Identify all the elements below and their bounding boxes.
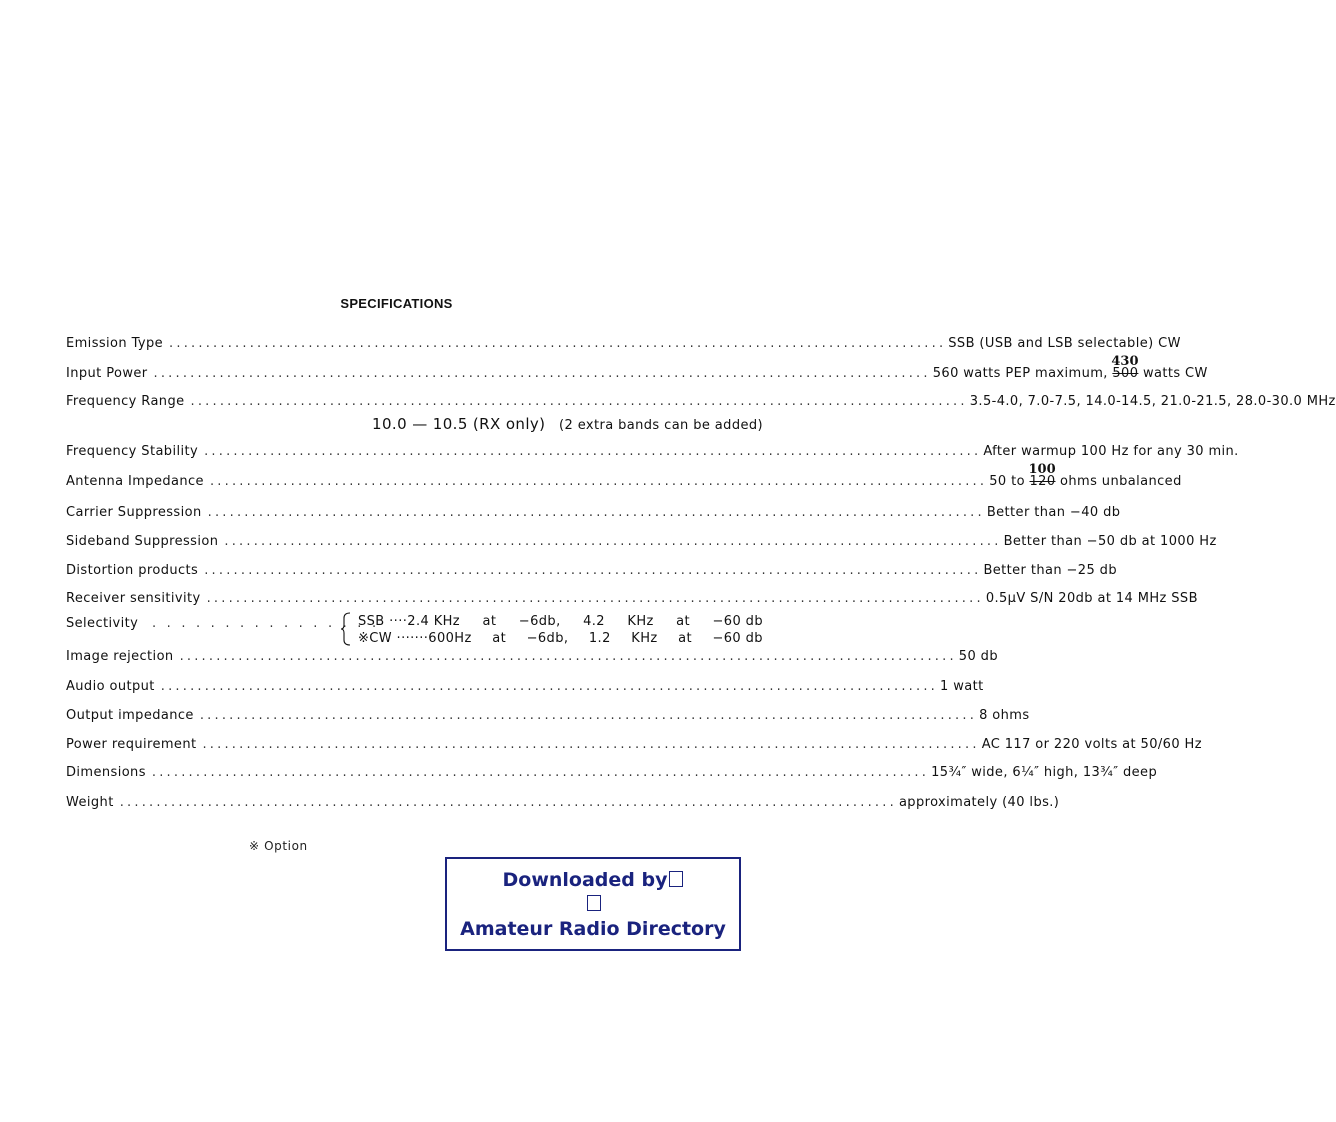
spec-row-dimensions xyxy=(66,761,1158,781)
leader-dots: .......................................................................................................... xyxy=(202,737,980,752)
spec-value-suffix: ohms unbalanced xyxy=(1060,474,1182,489)
spec-value: After warmup 100 Hz for any 30 min. xyxy=(983,444,1239,459)
handwritten-correction: 100 xyxy=(1028,462,1056,477)
spec-value-prefix: 560 watts PEP maximum, xyxy=(932,366,1108,381)
spec-value: Better than −25 db xyxy=(983,563,1117,578)
sel-part: at xyxy=(678,631,692,646)
missing-glyph-box xyxy=(669,871,683,887)
corrected-value xyxy=(1111,354,1139,382)
sel-part: at xyxy=(482,614,497,629)
sel-part: 4.2 xyxy=(583,614,605,629)
download-line-2 xyxy=(447,893,739,915)
option-footnote: ※ Option xyxy=(249,839,308,853)
spec-row-frequency-range xyxy=(66,390,1336,410)
spec-value: SSB (USB and LSB selectable) CW xyxy=(948,336,1181,351)
download-line-1 xyxy=(447,869,739,891)
leader-dots: .......................................................................................................... xyxy=(204,444,982,459)
leader-dots: .......................................................................................................... xyxy=(199,708,978,723)
sel-part: −60 db xyxy=(712,614,763,629)
leader-dots: .......................................................................................................... xyxy=(207,505,985,520)
spec-label: Dimensions xyxy=(66,765,146,780)
sel-part: −60 db xyxy=(712,631,763,646)
spec-label: Power requirement xyxy=(66,737,197,752)
spec-value: Better than −50 db at 1000 Hz xyxy=(1003,534,1217,549)
spec-row-image-rejection xyxy=(66,645,998,665)
spec-value: 50 db xyxy=(958,649,998,664)
handwritten-correction: 430 xyxy=(1111,354,1139,369)
sel-part: SSB ····2.4 KHz xyxy=(358,614,461,629)
leader-dots: .......................................................................................................... xyxy=(209,474,988,489)
spec-row-power-requirement xyxy=(66,733,1202,753)
missing-glyph-box xyxy=(587,895,601,911)
sel-part: 1.2 xyxy=(588,631,611,646)
sel-part: −6db, xyxy=(518,614,561,629)
leader-dots: .......................................................................................................... xyxy=(160,679,938,694)
spec-row-emission-type xyxy=(66,332,1181,352)
spec-label: Emission Type xyxy=(66,336,164,351)
spec-label: Receiver sensitivity xyxy=(66,591,201,606)
sel-part: KHz xyxy=(631,631,658,646)
leader-dots: .......................................................................................................... xyxy=(179,649,957,664)
spec-row-distortion-products xyxy=(66,559,1117,579)
spec-row-output-impedance xyxy=(66,704,1030,724)
leader-dots: .......................................................................................................... xyxy=(204,563,982,578)
sel-part: ※CW ·······600Hz xyxy=(358,631,472,646)
selectivity-cw-line xyxy=(358,631,763,646)
sel-part: at xyxy=(676,614,691,629)
leader-dots: .......................................................................................................... xyxy=(224,534,1002,549)
sel-part: KHz xyxy=(627,614,654,629)
spec-row-input-power xyxy=(66,354,1208,382)
leader-dots: . . . . . . . . . . . . . . . . xyxy=(152,616,380,631)
brace-symbol xyxy=(340,612,352,646)
spec-value xyxy=(932,354,1208,382)
spec-value: 8 ohms xyxy=(979,708,1030,723)
page-title: SPECIFICATIONS xyxy=(340,296,453,311)
spec-label: Input Power xyxy=(66,366,148,381)
leader-dots: .......................................................................................................... xyxy=(169,336,947,351)
spec-label: Frequency Stability xyxy=(66,444,199,459)
spec-label: Carrier Suppression xyxy=(66,505,202,520)
spec-label: Weight xyxy=(66,795,114,810)
spec-label: Audio output xyxy=(66,679,155,694)
leader-dots: .......................................................................................................... xyxy=(153,366,931,381)
spec-label: Frequency Range xyxy=(66,394,185,409)
spec-value xyxy=(989,462,1182,490)
sel-part: −6db, xyxy=(526,631,569,646)
download-source-name: Amateur Radio Directory xyxy=(460,918,726,940)
spec-value: 0.5μV S/N 20db at 14 MHz SSB xyxy=(985,591,1198,606)
spec-row-antenna-impedance xyxy=(66,462,1182,490)
leader-dots: .......................................................................................................... xyxy=(190,394,968,409)
spec-value: 1 watt xyxy=(940,679,984,694)
spec-value: AC 117 or 220 volts at 50/60 Hz xyxy=(981,737,1202,752)
spec-row-sideband-suppression xyxy=(66,530,1217,550)
download-label: Downloaded by xyxy=(502,869,668,891)
spec-row-audio-output xyxy=(66,675,984,695)
struck-value: 120 xyxy=(1029,474,1056,489)
spec-label: Sideband Suppression xyxy=(66,534,219,549)
extra-band-value: 10.0 — 10.5 (RX only) xyxy=(372,415,546,433)
spec-value: Better than −40 db xyxy=(986,505,1121,520)
spec-label: Distortion products xyxy=(66,563,199,578)
leader-dots: .......................................................................................................... xyxy=(206,591,984,606)
struck-value: 500 xyxy=(1112,366,1139,381)
spec-value-prefix: 50 to xyxy=(989,474,1025,489)
spec-value: 3.5-4.0, 7.0-7.5, 14.0-14.5, 21.0-21.5, 28.0-30.0 MHz xyxy=(969,394,1336,409)
download-attribution-box xyxy=(445,857,741,951)
selectivity-ssb-line xyxy=(358,614,763,629)
spec-row-weight xyxy=(66,791,1060,811)
spec-row-carrier-suppression xyxy=(66,501,1121,521)
spec-value-suffix: watts CW xyxy=(1142,366,1208,381)
spec-label: Antenna Impedance xyxy=(66,474,204,489)
corrected-value xyxy=(1028,462,1056,490)
spec-label-selectivity: Selectivity xyxy=(66,616,139,631)
spec-row-frequency-stability xyxy=(66,440,1239,460)
spec-label: Output impedance xyxy=(66,708,194,723)
spec-value: approximately (40 lbs.) xyxy=(898,795,1060,810)
leader-dots: .......................................................................................................... xyxy=(151,765,930,780)
leader-dots: .......................................................................................................... xyxy=(119,795,897,810)
sel-part: at xyxy=(492,631,507,646)
frequency-range-continuation xyxy=(372,415,763,433)
spec-value: 15¾″ wide, 6¼″ high, 13¾″ deep xyxy=(931,765,1158,780)
extra-band-note: (2 extra bands can be added) xyxy=(559,418,763,433)
spec-label: Image rejection xyxy=(66,649,174,664)
spec-row-receiver-sensitivity xyxy=(66,587,1198,607)
